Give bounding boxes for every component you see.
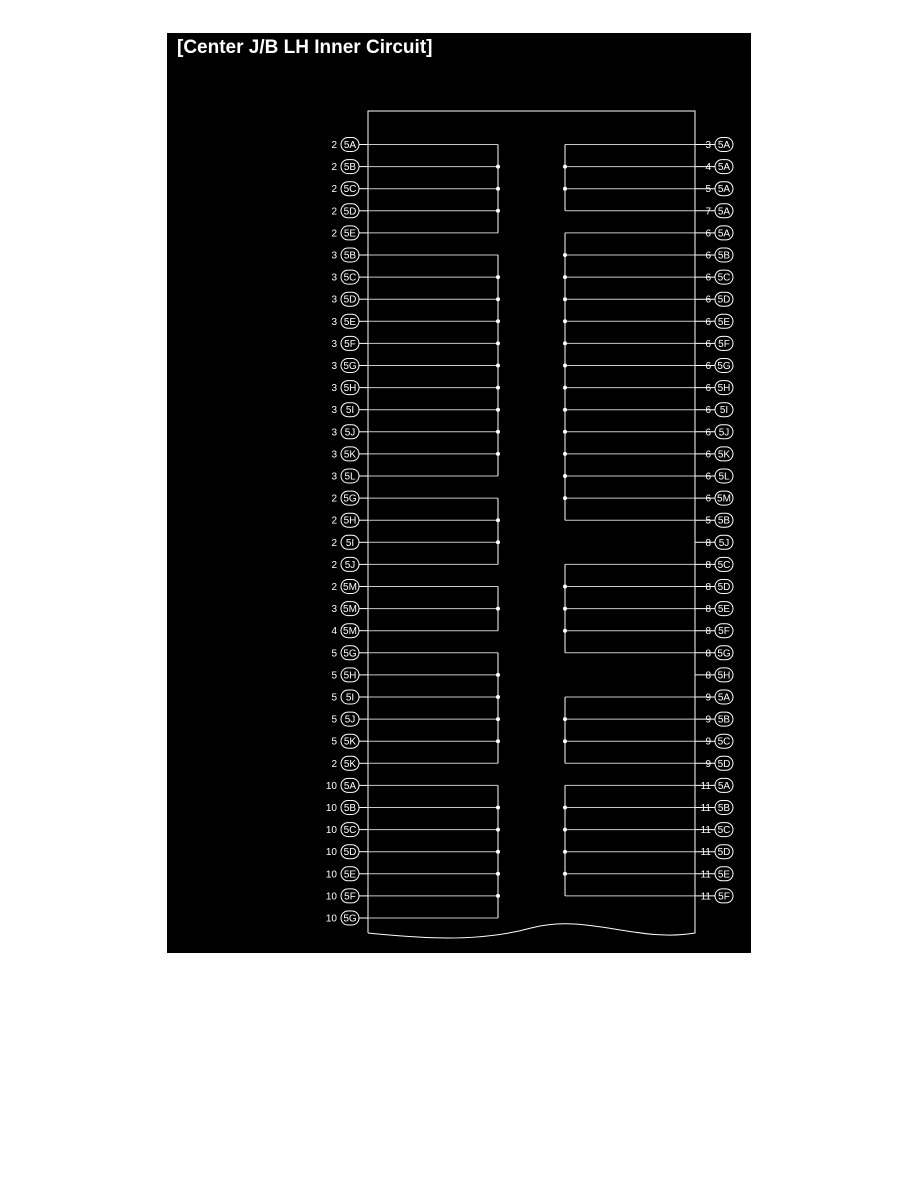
- left-pin-number: 10: [325, 913, 337, 925]
- left-pin-number: 5: [331, 670, 337, 682]
- left-terminal: [331, 248, 359, 262]
- left-pin-number: 2: [331, 493, 337, 505]
- right-pin-number: 9: [705, 714, 711, 726]
- left-connector-id: 5J: [344, 559, 356, 571]
- right-pin-number: 11: [700, 891, 711, 903]
- left-pin-number: 3: [331, 338, 337, 350]
- right-terminal: [705, 138, 733, 152]
- right-terminal: [705, 359, 733, 373]
- right-pin-number: 6: [705, 338, 711, 350]
- right-terminal: [705, 160, 733, 174]
- left-terminal: [331, 535, 359, 549]
- bus-layer: [496, 145, 567, 919]
- right-connector-id: 5C: [717, 736, 731, 748]
- left-terminal: [331, 491, 359, 505]
- left-terminal: [331, 138, 359, 152]
- left-pin-number: 5: [331, 692, 337, 704]
- right-connector-id: 5C: [717, 825, 731, 837]
- right-connector-id: 5M: [717, 493, 731, 505]
- right-terminal: [705, 712, 733, 726]
- wire-layer: [359, 145, 715, 919]
- junction-box-outline: [368, 111, 695, 938]
- left-pin-number: 2: [331, 206, 337, 218]
- right-connector-id: 5A: [717, 206, 731, 218]
- left-terminal: [331, 314, 359, 328]
- left-connector-id: 5H: [343, 670, 357, 682]
- left-pin-number: 2: [331, 537, 337, 549]
- left-terminal: [331, 403, 359, 417]
- left-connector-id: 5H: [343, 515, 357, 527]
- right-pin-number: 11: [700, 869, 711, 881]
- left-pin-number: 3: [331, 427, 337, 439]
- right-pin-number: 7: [705, 206, 711, 218]
- right-pin-number: 6: [705, 427, 711, 439]
- right-connector-id: 5C: [717, 559, 731, 571]
- right-connector-id: 5B: [717, 714, 731, 726]
- left-connector-id: 5A: [343, 780, 357, 792]
- right-pin-number: 6: [705, 228, 711, 240]
- right-pin-number: 11: [700, 825, 711, 837]
- left-terminal: [331, 580, 359, 594]
- right-pin-number: 8: [705, 604, 711, 616]
- left-pin-number: 5: [331, 736, 337, 748]
- left-connector-id: 5C: [343, 184, 357, 196]
- right-connector-id: 5A: [717, 184, 731, 196]
- left-terminal: [331, 602, 359, 616]
- right-connector-id: 5F: [718, 338, 730, 350]
- left-pin-number: 3: [331, 449, 337, 461]
- right-pin-number: 6: [705, 294, 711, 306]
- right-terminal: [705, 756, 733, 770]
- left-terminal: [331, 646, 359, 660]
- left-connector-id: 5D: [343, 206, 357, 218]
- left-terminal: [331, 226, 359, 240]
- left-connector-id: 5G: [343, 493, 357, 505]
- left-terminal: [331, 182, 359, 196]
- left-connector-id: 5L: [344, 471, 356, 483]
- right-terminal: [701, 778, 733, 792]
- left-connector-id: 5D: [343, 847, 357, 859]
- right-connector-id: 5A: [717, 692, 731, 704]
- right-connector-id: 5A: [717, 140, 731, 151]
- left-connector-id: 5I: [345, 537, 355, 549]
- left-terminal: [331, 469, 359, 483]
- left-connector-id: 5K: [343, 449, 357, 461]
- right-connector-id: 5H: [717, 670, 731, 682]
- left-pin-number: 3: [331, 383, 337, 395]
- right-pin-number: 8: [705, 670, 711, 682]
- left-terminal: [331, 359, 359, 373]
- right-pin-number: 8: [705, 626, 711, 638]
- right-terminal: [705, 204, 733, 218]
- right-connector-id: 5D: [717, 847, 731, 859]
- left-terminal: [326, 867, 359, 881]
- right-connector-id: 5E: [717, 869, 731, 881]
- left-pin-number: 10: [325, 803, 337, 814]
- right-connector-id: 5F: [718, 891, 730, 903]
- right-terminal: [705, 226, 733, 240]
- left-connector-id: 5J: [344, 427, 356, 439]
- left-terminal: [326, 823, 359, 837]
- right-pin-number: 6: [705, 250, 711, 262]
- right-terminal: [701, 801, 733, 815]
- right-pin-number: 6: [705, 405, 711, 417]
- right-connector-id: 5A: [717, 162, 731, 174]
- left-pin-number: 10: [325, 891, 337, 903]
- left-connector-id: 5K: [343, 736, 357, 748]
- right-terminal: [701, 845, 733, 859]
- right-terminal: [705, 535, 733, 549]
- left-connector-id: 5E: [343, 316, 357, 328]
- right-terminal: [705, 314, 733, 328]
- left-pin-number: 5: [331, 714, 337, 726]
- left-terminal: [331, 381, 359, 395]
- right-pin-number: 9: [705, 736, 711, 748]
- left-connector-id: 5B: [343, 250, 357, 262]
- left-terminal: [331, 668, 359, 682]
- right-pin-number: 11: [700, 847, 711, 859]
- left-connector-id: 5F: [344, 891, 356, 903]
- right-terminal: [705, 425, 733, 439]
- right-terminal: [705, 381, 733, 395]
- left-terminal: [331, 204, 359, 218]
- right-connector-id: 5A: [717, 780, 731, 792]
- right-pin-number: 11: [700, 803, 711, 814]
- left-terminal: [331, 270, 359, 284]
- left-pin-number: 2: [331, 162, 337, 174]
- right-terminal: [705, 602, 733, 616]
- left-pin-number: 3: [331, 250, 337, 262]
- right-terminal: [705, 182, 733, 196]
- left-connector-id: 5F: [344, 338, 356, 350]
- right-terminal: [705, 690, 733, 704]
- left-terminal: [326, 911, 359, 925]
- left-terminal: [331, 690, 359, 704]
- right-pin-number: 11: [700, 780, 711, 792]
- right-connector-id: 5J: [718, 427, 730, 439]
- right-connector-id: 5G: [717, 361, 731, 372]
- right-terminal: [705, 668, 733, 682]
- right-pin-number: 5: [705, 184, 711, 196]
- left-terminal: [331, 513, 359, 527]
- left-connector-id: 5I: [345, 405, 355, 417]
- left-connector-id: 5G: [343, 648, 357, 660]
- left-pin-number: 2: [331, 515, 337, 527]
- right-pin-number: 8: [705, 537, 711, 549]
- left-terminal: [331, 425, 359, 439]
- left-terminal: [331, 292, 359, 306]
- diagram-panel: [167, 33, 751, 953]
- right-connector-id: 5C: [717, 272, 731, 284]
- left-pin-number: 3: [331, 316, 337, 328]
- right-pin-number: 4: [705, 162, 711, 174]
- left-connector-id: 5J: [344, 714, 356, 726]
- left-pin-number: 3: [331, 294, 337, 306]
- left-connector-id: 5D: [343, 294, 357, 306]
- right-connector-id: 5I: [719, 405, 729, 417]
- right-connector-id: 5E: [717, 604, 731, 616]
- right-pin-number: 9: [705, 692, 711, 704]
- left-terminal: [331, 336, 359, 350]
- label-layer: [326, 138, 733, 926]
- right-terminal: [705, 491, 733, 505]
- left-connector-id: 5B: [343, 162, 357, 174]
- left-connector-id: 5B: [343, 803, 357, 814]
- left-pin-number: 10: [325, 847, 337, 859]
- left-pin-number: 2: [331, 758, 337, 770]
- right-terminal: [705, 624, 733, 638]
- left-terminal: [331, 712, 359, 726]
- right-connector-id: 5B: [717, 803, 731, 814]
- right-terminal: [705, 403, 733, 417]
- left-pin-number: 3: [331, 405, 337, 417]
- right-pin-number: 6: [705, 383, 711, 395]
- left-pin-number: 10: [325, 780, 337, 792]
- left-connector-id: 5M: [343, 582, 357, 593]
- right-connector-id: 5B: [717, 515, 731, 527]
- left-terminal: [331, 734, 359, 748]
- left-pin-number: 3: [331, 604, 337, 616]
- right-connector-id: 5D: [717, 758, 731, 770]
- right-pin-number: 8: [705, 648, 711, 660]
- right-terminal: [705, 557, 733, 571]
- right-connector-id: 5F: [718, 626, 730, 638]
- left-terminal: [326, 801, 359, 815]
- left-terminal: [326, 778, 359, 792]
- left-terminal: [326, 845, 359, 859]
- left-connector-id: 5G: [343, 913, 357, 925]
- right-pin-number: 6: [705, 493, 711, 505]
- right-pin-number: 5: [705, 515, 711, 527]
- right-terminal: [705, 513, 733, 527]
- left-connector-id: 5E: [343, 228, 357, 240]
- right-connector-id: 5K: [717, 449, 731, 461]
- right-connector-id: 5L: [718, 471, 730, 483]
- left-pin-number: 2: [331, 559, 337, 571]
- right-terminal: [705, 734, 733, 748]
- left-pin-number: 3: [331, 272, 337, 284]
- left-pin-number: 3: [331, 361, 337, 372]
- left-pin-number: 2: [331, 228, 337, 240]
- right-pin-number: 8: [705, 559, 711, 571]
- left-connector-id: 5M: [343, 604, 357, 616]
- right-pin-number: 9: [705, 758, 711, 770]
- diagram-title: [Center J/B LH Inner Circuit]: [177, 37, 433, 58]
- left-pin-number: 2: [331, 582, 337, 593]
- left-terminal: [326, 889, 359, 903]
- right-connector-id: 5A: [717, 228, 731, 240]
- right-pin-number: 8: [705, 582, 711, 593]
- right-connector-id: 5G: [717, 648, 731, 660]
- right-pin-number: 6: [705, 471, 711, 483]
- right-terminal: [705, 447, 733, 461]
- left-connector-id: 5C: [343, 272, 357, 284]
- left-pin-number: 3: [331, 471, 337, 483]
- left-terminal: [331, 160, 359, 174]
- right-pin-number: 6: [705, 272, 711, 284]
- right-pin-number: 6: [705, 449, 711, 461]
- left-pin-number: 2: [331, 184, 337, 196]
- right-terminal: [705, 270, 733, 284]
- left-pin-number: 10: [325, 869, 337, 881]
- right-terminal: [701, 889, 733, 903]
- right-connector-id: 5E: [717, 316, 731, 328]
- left-pin-number: 4: [331, 626, 337, 638]
- right-pin-number: 6: [705, 316, 711, 328]
- right-connector-id: 5D: [717, 294, 731, 306]
- right-terminal: [705, 469, 733, 483]
- right-connector-id: 5H: [717, 383, 731, 395]
- right-terminal: [705, 646, 733, 660]
- left-connector-id: 5K: [343, 758, 357, 770]
- left-connector-id: 5M: [343, 626, 357, 638]
- right-terminal: [705, 336, 733, 350]
- right-terminal: [705, 580, 733, 594]
- left-connector-id: 5C: [343, 825, 357, 837]
- right-pin-number: 3: [705, 140, 711, 151]
- right-connector-id: 5B: [717, 250, 731, 262]
- left-terminal: [331, 447, 359, 461]
- left-terminal: [331, 624, 359, 638]
- right-terminal: [701, 867, 733, 881]
- right-terminal: [705, 292, 733, 306]
- left-pin-number: 2: [331, 140, 337, 151]
- left-connector-id: 5G: [343, 361, 357, 372]
- left-pin-number: 10: [325, 825, 337, 837]
- left-terminal: [331, 756, 359, 770]
- left-connector-id: 5A: [343, 140, 357, 151]
- right-terminal: [701, 823, 733, 837]
- right-pin-number: 6: [705, 361, 711, 372]
- left-terminal: [331, 557, 359, 571]
- left-connector-id: 5I: [345, 692, 355, 704]
- left-connector-id: 5H: [343, 383, 357, 395]
- right-connector-id: 5J: [718, 537, 730, 549]
- junction-box-outline: [368, 111, 695, 938]
- right-terminal: [705, 248, 733, 262]
- left-pin-number: 5: [331, 648, 337, 660]
- right-connector-id: 5D: [717, 582, 731, 593]
- junction-box-circuit-diagram: [167, 33, 751, 953]
- left-connector-id: 5E: [343, 869, 357, 881]
